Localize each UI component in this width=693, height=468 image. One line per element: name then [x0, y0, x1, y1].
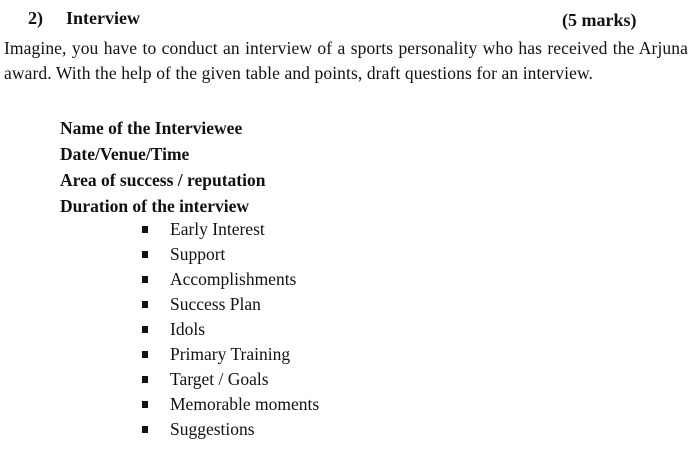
- list-item: [140, 367, 319, 392]
- list-item: [140, 267, 319, 292]
- list-item: [140, 392, 319, 417]
- field-area-of-success: Area of success / reputation: [60, 170, 266, 190]
- question-header: [0, 8, 693, 34]
- point-label: Suggestions: [170, 419, 255, 439]
- bullet-icon: [142, 226, 148, 233]
- interview-fields-list: [60, 115, 265, 219]
- point-label: Primary Training: [170, 344, 291, 364]
- list-item: [140, 342, 319, 367]
- interview-points-list: [140, 217, 319, 442]
- bullet-icon: [142, 401, 148, 408]
- point-label: Early Interest: [170, 219, 265, 239]
- point-label: Success Plan: [170, 294, 261, 314]
- list-item: [140, 242, 319, 267]
- list-item: [140, 292, 319, 317]
- point-label: Target / Goals: [170, 369, 269, 389]
- bullet-icon: [142, 326, 148, 333]
- field-duration: Duration of the interview: [60, 196, 250, 216]
- question-number: 2): [28, 8, 43, 28]
- bullet-icon: [142, 426, 148, 433]
- bullet-icon: [142, 276, 148, 283]
- point-label: Support: [170, 244, 226, 264]
- point-label: Accomplishments: [170, 269, 297, 289]
- field-interviewee-name: Name of the Interviewee: [60, 118, 243, 138]
- point-label: Memorable moments: [170, 394, 320, 414]
- bullet-icon: [142, 251, 148, 258]
- question-marks: (5 marks): [562, 10, 637, 30]
- point-label: Idols: [170, 319, 205, 339]
- list-item: [140, 317, 319, 342]
- question-title: Interview: [66, 8, 140, 28]
- list-item: [140, 417, 319, 442]
- bullet-icon: [142, 301, 148, 308]
- field-date-venue-time: Date/Venue/Time: [60, 144, 190, 164]
- list-item: [140, 217, 319, 242]
- bullet-icon: [142, 376, 148, 383]
- question-prompt: Imagine, you have to conduct an interview of a sports personality who has received the Arjuna award. With the help of the given table and points, draft questions for an interview.: [4, 38, 688, 83]
- bullet-icon: [142, 351, 148, 358]
